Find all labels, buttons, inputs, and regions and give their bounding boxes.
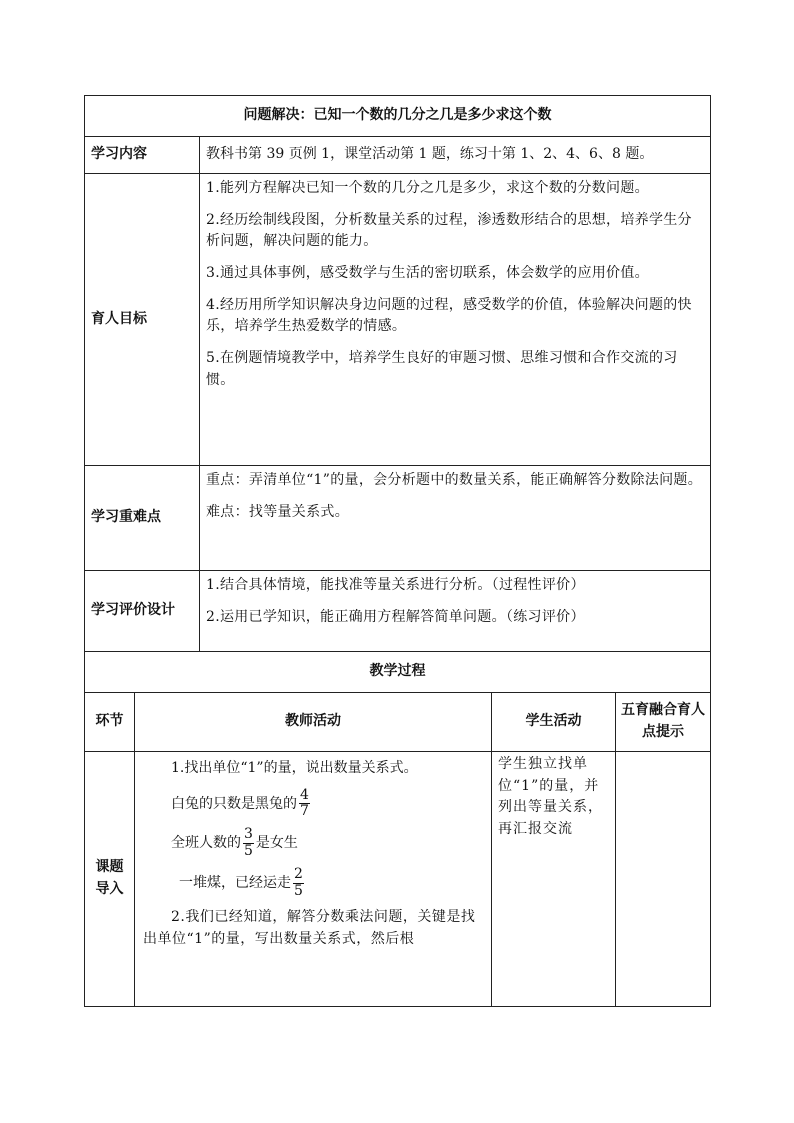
header-stage: 环节 [85, 693, 135, 752]
fraction-4-7 [299, 788, 310, 820]
evaluation-item: 2.运用已学知识，能正确用方程解答简单问题。（练习评价） [206, 608, 585, 625]
example-3 [143, 867, 485, 899]
fraction-numerator: 2 [294, 866, 303, 883]
goals-label: 育人目标 [85, 174, 200, 466]
learning-content-text [200, 137, 711, 174]
evaluation-item: 1.结合具体情境，能找准等量关系进行分析。（过程性评价） [206, 577, 585, 593]
key-point-item: 重点：弄清单位“1”的量，会分析题中的数量关系，能正确解答分数除法问题。 [206, 472, 703, 488]
student-activity-cell: 学生独立找单位“1”的量，并列出等量关系，再汇报交流 [492, 752, 616, 1007]
teaching-process-table [84, 651, 711, 1007]
goal-item: 3.通过具体事例，感受数学与生活的密切联系，体会数学的应用价值。 [206, 265, 649, 282]
process-title: 教学过程 [85, 652, 711, 693]
learning-content-label: 学习内容 [85, 137, 200, 174]
teacher-line-1: 1.找出单位“1”的量，说出数量关系式。 [171, 760, 418, 776]
evaluation-cell [200, 571, 711, 652]
teacher-line-2: 2.我们已经知道，解答分数乘法问题，关键是找出单位“1”的量，写出数量关系式，然后根 [143, 909, 476, 947]
example-2-post: 是女生 [255, 835, 298, 852]
example-2 [143, 827, 485, 859]
goal-item: 4.经历用所学知识解决身边问题的过程，感受数学的价值，体验解决问题的快乐，培养学生热爱数学的情感。 [206, 296, 692, 335]
example-1 [143, 788, 485, 820]
goals-cell [200, 174, 711, 466]
fraction-3-5 [243, 827, 254, 859]
lesson-info-table [84, 95, 711, 652]
example-3-text: 一堆煤，已经运走 [179, 875, 291, 892]
key-points-label: 学习重难点 [85, 466, 200, 571]
fraction-numerator: 3 [244, 826, 253, 843]
example-2-pre: 全班人数的 [171, 835, 241, 852]
lesson-plan-document [84, 95, 710, 1007]
goal-item: 2.经历绘制线段图，分析数量关系的过程，渗透数形结合的思想，培养学生分析问题，解决问题的能力。 [206, 211, 692, 250]
header-student: 学生活动 [492, 693, 616, 752]
fraction-2-5 [293, 867, 304, 899]
goal-item: 5.在例题情境教学中，培养学生良好的审题习惯、思维习惯和合作交流的习惯。 [206, 350, 678, 388]
document-title: 问题解决：已知一个数的几分之几是多少求这个数 [85, 96, 711, 137]
fraction-numerator: 4 [300, 786, 309, 803]
key-points-cell [200, 466, 711, 571]
hint-cell [616, 752, 711, 1007]
fraction-denominator: 5 [244, 842, 253, 859]
fraction-denominator: 5 [294, 882, 303, 899]
fraction-denominator: 7 [300, 803, 309, 820]
key-point-item: 难点：找等量关系式。 [206, 503, 349, 520]
evaluation-label: 学习评价设计 [85, 571, 200, 652]
learning-content-value: 教科书第 39 页例 1，课堂活动第 1 题，练习十第 1、2、4、6、8 题。 [206, 146, 654, 163]
example-1-text: 白兔的只数是黑兔的 [171, 795, 297, 812]
header-hint: 五育融合育人点提示 [616, 693, 711, 752]
goal-item: 1.能列方程解决已知一个数的几分之几是多少，求这个数的分数问题。 [206, 180, 649, 196]
header-teacher: 教师活动 [135, 693, 492, 752]
stage-label: 课题导入 [85, 752, 135, 1007]
teacher-activity-cell [135, 752, 492, 1007]
